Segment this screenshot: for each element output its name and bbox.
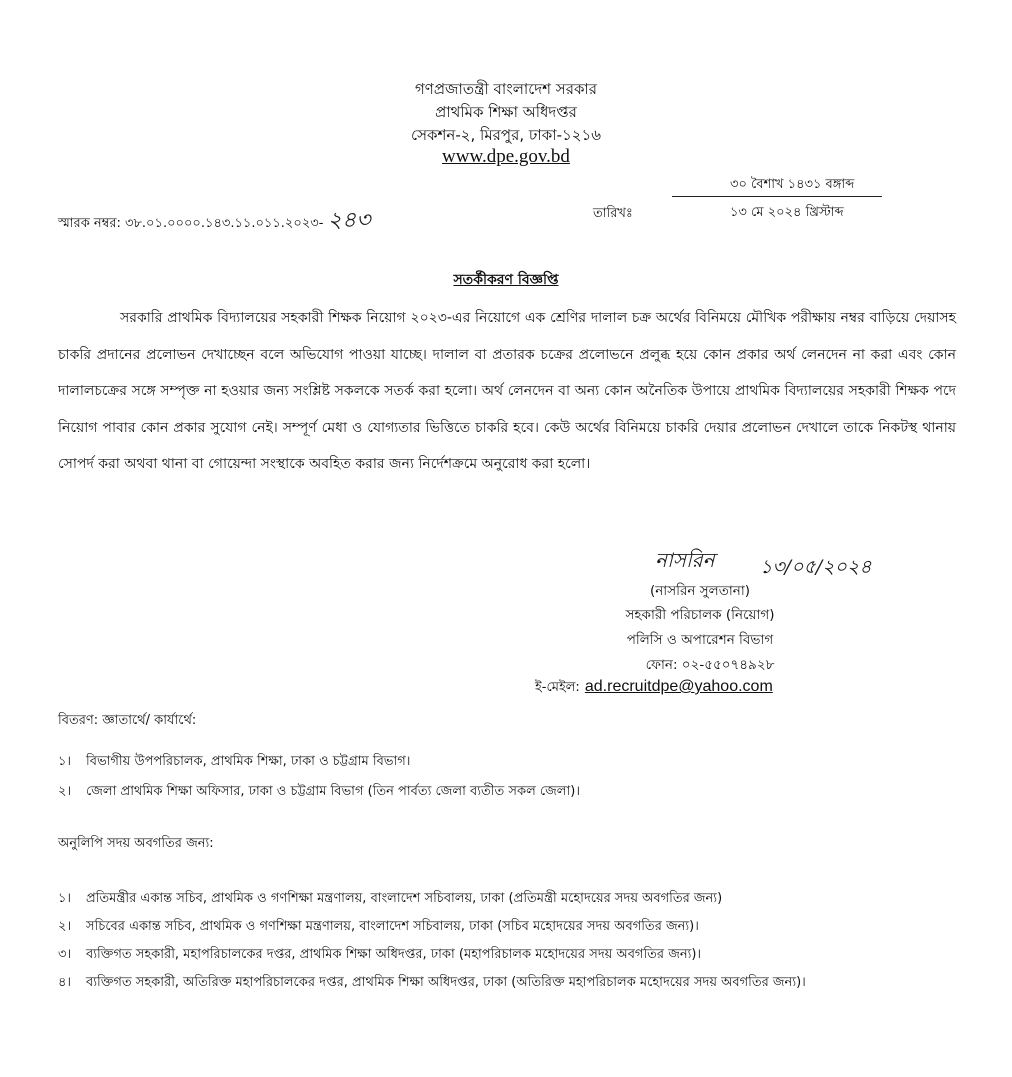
notice-title: সতর্কীকরণ বিজ্ঞপ্তি	[453, 272, 559, 288]
list-item-text: ব্যক্তিগত সহকারী, অতিরিক্ত মহাপরিচালকের দপ্তর, প্রাথমিক শিক্ষা অধিদপ্তর, ঢাকা (অতিরিক্ত মহাপরিচালক মহোদয়ের সদয় অবগতির জন্য)।	[86, 975, 806, 990]
list-item	[58, 752, 410, 773]
list-item-number: ১।	[58, 891, 72, 906]
distribution-heading: বিতরণ: জ্ঞাতার্থে/ কার্যার্থে:	[58, 713, 197, 728]
date-divider	[672, 196, 882, 197]
list-item-text: সচিবের একান্ত সচিব, প্রাথমিক ও গণশিক্ষা মন্ত্রণালয়, বাংলাদেশ সচিবালয়, ঢাকা (সচিব মহোদয়ের সদয় অবগতির জন্য)।	[86, 919, 699, 934]
signatory-phone: ফোন: ০২-৫৫০৭৪৯২৮	[645, 657, 775, 673]
office-address: সেকশন-২, মিরপুর, ঢাকা-১২১৬	[411, 126, 601, 144]
list-item	[58, 889, 722, 910]
list-item-number: ২।	[58, 919, 72, 934]
list-item	[58, 917, 699, 938]
notice-body	[58, 300, 956, 483]
office-name-line1: গণপ্রজাতন্ত্রী বাংলাদেশ সরকার	[414, 80, 598, 98]
date-gregorian: ১৩ মে ২০২৪ খ্রিস্টাব্দ	[730, 205, 844, 220]
memo-ref-handwritten: ২৪৩	[327, 208, 371, 233]
memo-ref-number: ৩৮.০১.০০০০.১৪৩.১১.০১১.২০২৩-	[125, 216, 324, 231]
website-link[interactable]: www.dpe.gov.bd	[442, 146, 570, 167]
signatory-division: পলিসি ও অপারেশন বিভাগ	[626, 632, 774, 648]
signed-date: ১৩/০৫/২০২৪	[760, 556, 872, 578]
signature: নাসরিন	[655, 548, 715, 572]
list-item	[58, 782, 580, 803]
memo-ref	[58, 203, 370, 240]
memo-ref-label: স্মারক নম্বর:	[58, 216, 121, 231]
list-item-number: ১।	[58, 754, 72, 769]
signatory-email-row	[535, 676, 773, 699]
list-item-text: প্রতিমন্ত্রীর একান্ত সচিব, প্রাথমিক ও গণশিক্ষা মন্ত্রণালয়, বাংলাদেশ সচিবালয়, ঢাকা (প্রতিমন্ত্রী মহোদয়ের সদয় অবগতির জন্য)	[86, 891, 723, 906]
list-item	[58, 973, 806, 994]
email-link[interactable]: ad.recruitdpe@yahoo.com	[584, 678, 773, 695]
list-item-text: জেলা প্রাথমিক শিক্ষা অফিসার, ঢাকা ও চট্টগ্রাম বিভাগ (তিন পার্বত্য জেলা ব্যতীত সকল জেলা)।	[86, 784, 580, 799]
copy-heading: অনুলিপি সদয় অবগতির জন্য:	[58, 836, 214, 851]
notice-body-text: সরকারি প্রাথমিক বিদ্যালয়ের সহকারী শিক্ষক নিয়োগ ২০২৩-এর নিয়োগে এক শ্রেণির দালাল চক্র অর্থের বিনিময়ে মৌখিক পরীক্ষায় নম্বর বাড়িয়ে দেয়াসহ চাকরি প্রদানের প্রলোভন দেখাচ্ছেন বলে অভিযোগ পাওয়া যাচ্ছে। দালাল বা প্রতারক চক্রের প্রলোভনে প্রলুব্ধ হয়ে কোন প্রকার অর্থ লেনদেন না করা এবং কোন দালালচক্রের সঙ্গে সম্পৃক্ত না হওয়ার জন্য সংশ্লিষ্ট সকলকে সতর্ক করা হলো। অর্থ লেনদেন বা অন্য কোন অনৈতিক উপায়ে প্রাথমিক বিদ্যালয়ের সহকারী শিক্ষক পদে নিয়োগ পাবার কোন প্রকার সুযোগ নেই। সম্পূর্ণ মেধা ও যোগ্যতার ভিত্তিতে চাকরি হবে। কেউ অর্থের বিনিময়ে চাকরি দেয়ার প্রলোভন দেখালে তাকে নিকটস্থ থানায় সোপর্দ করা অথবা থানা বা গোয়েন্দা সংস্থাকে অবহিত করার জন্য নির্দেশক্রমে অনুরোধ করা হলো।	[58, 310, 956, 472]
email-label: ই-মেইল:	[535, 680, 580, 695]
list-item-text: ব্যক্তিগত সহকারী, মহাপরিচালকের দপ্তর, প্রাথমিক শিক্ষা অধিদপ্তর, ঢাকা (মহাপরিচালক মহোদয়ের সদয় অবগতির জন্য)।	[86, 947, 702, 962]
signatory-name: (নাসরিন সুলতানা)	[649, 583, 751, 599]
date-label: তারিখঃ	[593, 206, 633, 221]
list-item-number: ৩।	[58, 947, 72, 962]
signatory-designation: সহকারী পরিচালক (নিয়োগ)	[625, 607, 775, 623]
list-item-number: ৪।	[58, 975, 72, 990]
list-item-text: বিভাগীয় উপপরিচালক, প্রাথমিক শিক্ষা, ঢাকা ও চট্টগ্রাম বিভাগ।	[86, 754, 411, 769]
date-bangla: ৩০ বৈশাখ ১৪৩১ বঙ্গাব্দ	[730, 177, 855, 192]
list-item-number: ২।	[58, 784, 72, 799]
list-item	[58, 945, 701, 966]
office-name-line2: প্রাথমিক শিক্ষা অধিদপ্তর	[435, 103, 577, 121]
